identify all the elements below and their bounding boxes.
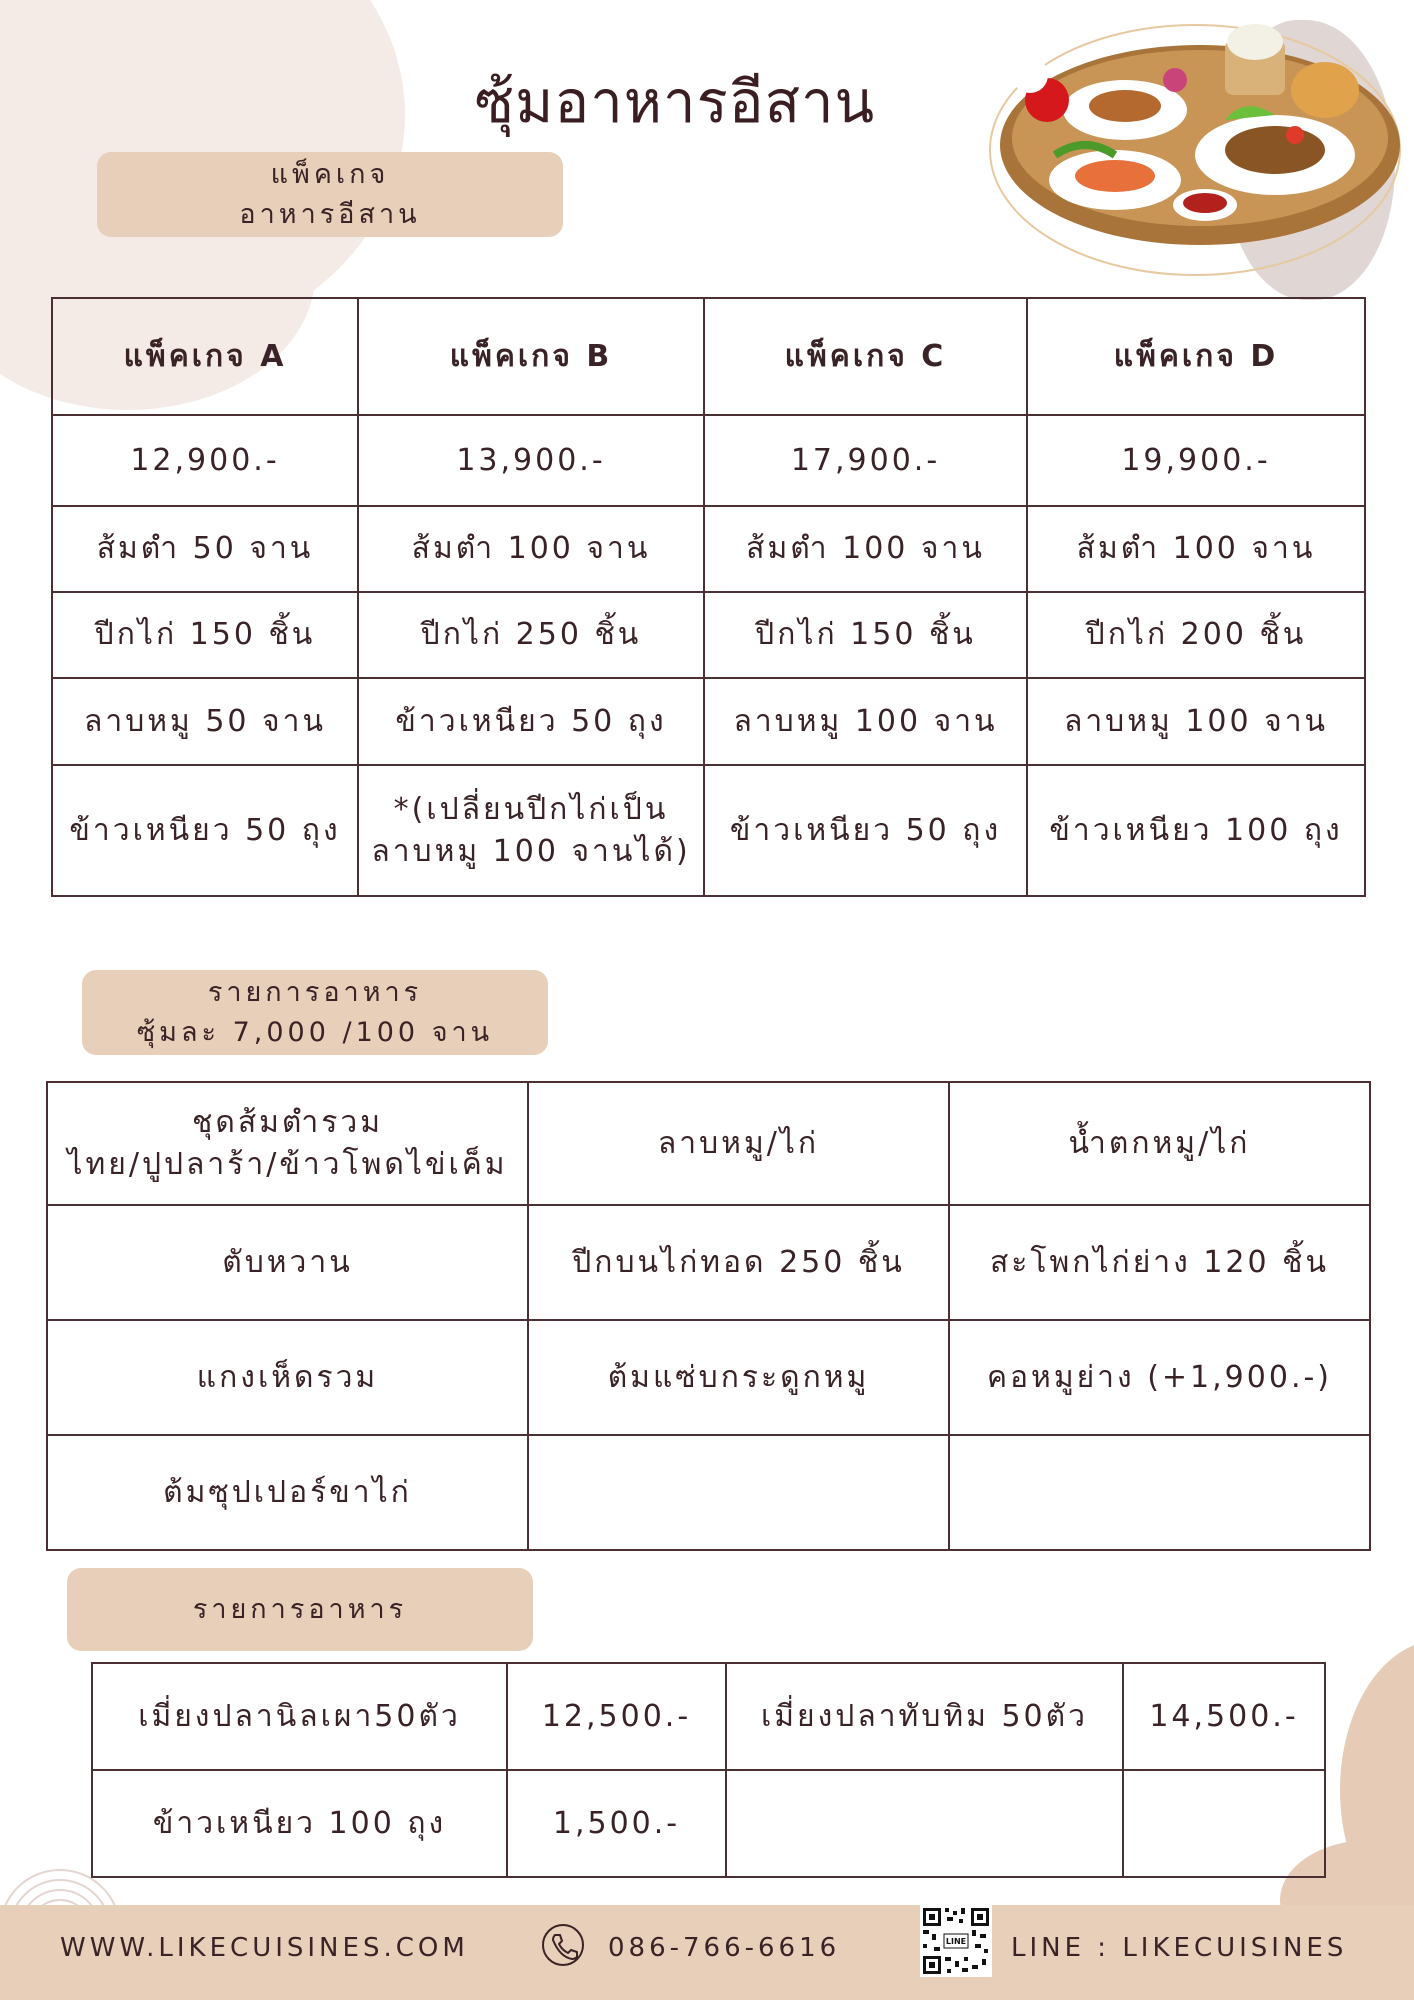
- package-header-c: แพ็คเกจ C: [704, 298, 1027, 415]
- package-price: 19,900.-: [1027, 415, 1365, 506]
- package-item: ข้าวเหนียว 50 ถุง: [704, 765, 1027, 896]
- menu-item-empty: [528, 1435, 949, 1550]
- package-header-a: แพ็คเกจ A: [52, 298, 358, 415]
- footer-phone[interactable]: 086-766-6616: [608, 1933, 841, 1963]
- extra-item: เมี่ยงปลาทับทิม 50ตัว: [726, 1663, 1123, 1770]
- table-row: [52, 765, 1365, 896]
- package-price: 17,900.-: [704, 415, 1027, 506]
- phone-icon: [540, 1922, 586, 1968]
- package-item: ปีกไก่ 150 ชิ้น: [704, 592, 1027, 678]
- table-row: [92, 1770, 1325, 1877]
- package-header-b: แพ็คเกจ B: [358, 298, 704, 415]
- extra-item: ข้าวเหนียว 100 ถุง: [92, 1770, 507, 1877]
- extra-menu-table: [91, 1662, 1326, 1878]
- menu-item: น้ำตกหมู/ไก่: [949, 1082, 1370, 1205]
- menu-item: คอหมูย่าง (+1,900.-): [949, 1320, 1370, 1435]
- food-tray-image: [985, 10, 1405, 290]
- table-row: [52, 592, 1365, 678]
- qr-line-label: LINE: [945, 1937, 967, 1946]
- package-pill-line-1: แพ็คเกจ: [270, 158, 390, 190]
- menu-item: สะโพกไก่ย่าง 120 ชิ้น: [949, 1205, 1370, 1320]
- menu-item: ปีกบนไก่ทอด 250 ชิ้น: [528, 1205, 949, 1320]
- table-row: [47, 1082, 1370, 1205]
- package-item: ส้มตำ 100 จาน: [704, 506, 1027, 592]
- package-item: ส้มตำ 100 จาน: [1027, 506, 1365, 592]
- table-row: [47, 1320, 1370, 1435]
- menu-pill-line-1: รายการอาหาร: [207, 976, 423, 1008]
- table-row: [47, 1435, 1370, 1550]
- extra-item: เมี่ยงปลานิลเผา50ตัว: [92, 1663, 507, 1770]
- menu-item: แกงเห็ดรวม: [47, 1320, 528, 1435]
- package-item: ส้มตำ 50 จาน: [52, 506, 358, 592]
- package-header-d: แพ็คเกจ D: [1027, 298, 1365, 415]
- page-title: ซุ้มอาหารอีสาน: [474, 68, 876, 136]
- package-item: ข้าวเหนียว 50 ถุง: [52, 765, 358, 896]
- table-row: [52, 415, 1365, 506]
- menu-item: ตับหวาน: [47, 1205, 528, 1320]
- menu-item-empty: [949, 1435, 1370, 1550]
- extra-price: 12,500.-: [507, 1663, 726, 1770]
- package-item: ส้มตำ 100 จาน: [358, 506, 704, 592]
- menu-item: ต้มแซ่บกระดูกหมู: [528, 1320, 949, 1435]
- package-item: ปีกไก่ 200 ชิ้น: [1027, 592, 1365, 678]
- extra-menu-pill-label: รายการอาหาร: [192, 1593, 408, 1625]
- package-item: ลาบหมู 100 จาน: [1027, 678, 1365, 765]
- package-item-note: *(เปลี่ยนปีกไก่เป็น ลาบหมู 100 จานได้): [358, 765, 704, 896]
- menu-item: ต้มซุปเปอร์ขาไก่: [47, 1435, 528, 1550]
- package-item: ลาบหมู 100 จาน: [704, 678, 1027, 765]
- table-row: [92, 1663, 1325, 1770]
- extra-menu-pill: [67, 1568, 533, 1651]
- package-item: ข้าวเหนียว 100 ถุง: [1027, 765, 1365, 896]
- table-row: [52, 678, 1365, 765]
- package-price: 12,900.-: [52, 415, 358, 506]
- package-pill: [97, 152, 563, 237]
- package-item: ปีกไก่ 150 ชิ้น: [52, 592, 358, 678]
- menu-pill: [82, 970, 548, 1055]
- extra-item-empty: [726, 1770, 1123, 1877]
- table-row: [47, 1205, 1370, 1320]
- extra-price: 14,500.-: [1123, 1663, 1325, 1770]
- extra-price-empty: [1123, 1770, 1325, 1877]
- footer-website-link[interactable]: WWW.LIKECUISINES.COM: [60, 1933, 469, 1963]
- footer-line-id[interactable]: LINE : LIKECUISINES: [1011, 1933, 1348, 1963]
- menu-pill-line-2: ซุ้มละ 7,000 /100 จาน: [136, 1016, 494, 1048]
- package-price: 13,900.-: [358, 415, 704, 506]
- package-item: ข้าวเหนียว 50 ถุง: [358, 678, 704, 765]
- package-item: ลาบหมู 50 จาน: [52, 678, 358, 765]
- package-pill-line-2: อาหารอีสาน: [239, 198, 421, 230]
- table-row: [52, 298, 1365, 415]
- package-item: ปีกไก่ 250 ชิ้น: [358, 592, 704, 678]
- extra-price: 1,500.-: [507, 1770, 726, 1877]
- menu-item: ลาบหมู/ไก่: [528, 1082, 949, 1205]
- table-row: [52, 506, 1365, 592]
- menu-item: ชุดส้มตำรวม ไทย/ปูปลาร้า/ข้าวโพดไข่เค็ม: [47, 1082, 528, 1205]
- menu-table: [46, 1081, 1371, 1551]
- package-table: [51, 297, 1366, 897]
- qr-code-icon: [920, 1905, 992, 1977]
